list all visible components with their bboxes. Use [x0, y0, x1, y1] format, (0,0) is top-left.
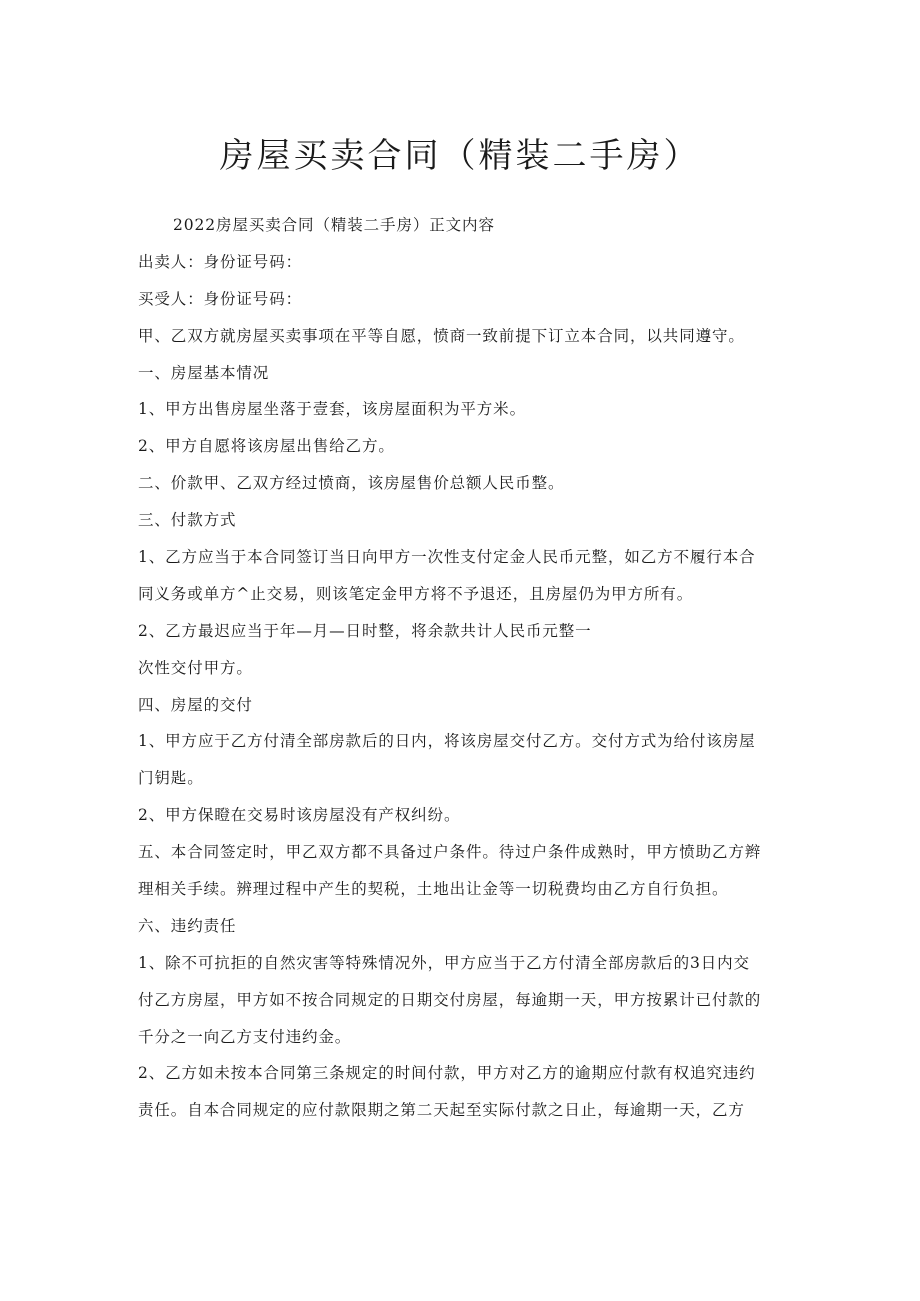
document-body	[138, 207, 788, 1129]
section-heading: 五、本合同签定时，甲乙双方都不具备过户条件。待过户条件成熟时，甲方愤助乙方辫	[138, 843, 762, 862]
section-heading: 三、付款方式	[138, 511, 237, 530]
body-line: 门钥匙。	[138, 769, 204, 788]
body-line: 1、乙方应当于本合同签订当日向甲方一次性支付定金人民币元整，如乙方不履行本合	[138, 548, 756, 567]
body-line: 付乙方房屋，甲方如不按合同规定的日期交付房屋，每逾期一天，甲方按累计已付款的	[138, 990, 762, 1009]
body-line: 次性交付甲方。	[138, 658, 253, 677]
body-line: 2、甲方保瞪在交易时该房屋没有产权纠纷。	[138, 806, 461, 825]
body-line: 责任。自本合同规定的应付款限期之第二天起至实际付款之日止，每逾期一天，乙方	[138, 1101, 745, 1120]
body-line: 2、乙方最迟应当于年—月—日时整，将余款共计人民币元整一	[138, 621, 592, 640]
section-heading: 一、房屋基本情况	[138, 363, 270, 382]
body-line: 2022房屋买卖合同（精装二手房）正文内容	[173, 216, 495, 234]
section-heading: 二、价款甲、乙双方经过愤商，该房屋售价总额人民币整。	[138, 474, 565, 493]
document-title: 房屋买卖合同（精装二手房）	[219, 136, 701, 176]
body-line: 1、除不可抗拒的自然灾害等特殊情况外，甲方应当于乙方付清全部房款后的3日内交	[138, 953, 750, 972]
body-line: 千分之一向乙方支付违约金。	[138, 1027, 352, 1046]
body-line: 买受人：身份证号码：	[138, 289, 303, 308]
body-line: 2、乙方如未按本合同第三条规定的时间付款，甲方对乙方的逾期应付款有权追究违约	[138, 1064, 756, 1083]
body-line: 出卖人：身份证号码：	[138, 252, 303, 271]
body-line: 1、甲方出售房屋坐落于壹套，该房屋面积为平方米。	[138, 400, 526, 419]
body-line: 1、甲方应于乙方付清全部房款后的日内，将该房屋交付乙方。交付方式为给付该房屋	[138, 732, 756, 751]
body-line: 甲、乙双方就房屋买卖事项在平等自愿，愤商一致前提下订立本合同，以共同遵守。	[138, 326, 745, 345]
body-line: 同义务或单方^止交易，则该笔定金甲方将不予退还，且房屋仍为甲方所有。	[138, 584, 694, 603]
section-heading: 四、房屋的交付	[138, 695, 253, 714]
section-heading: 六、违约责任	[138, 916, 237, 935]
body-line: 2、甲方自愿将该房屋出售给乙方。	[138, 437, 395, 456]
body-line: 理相关手续。辨理过程中产生的契税，土地出让金等一切税费均由乙方自行负担。	[138, 880, 729, 899]
